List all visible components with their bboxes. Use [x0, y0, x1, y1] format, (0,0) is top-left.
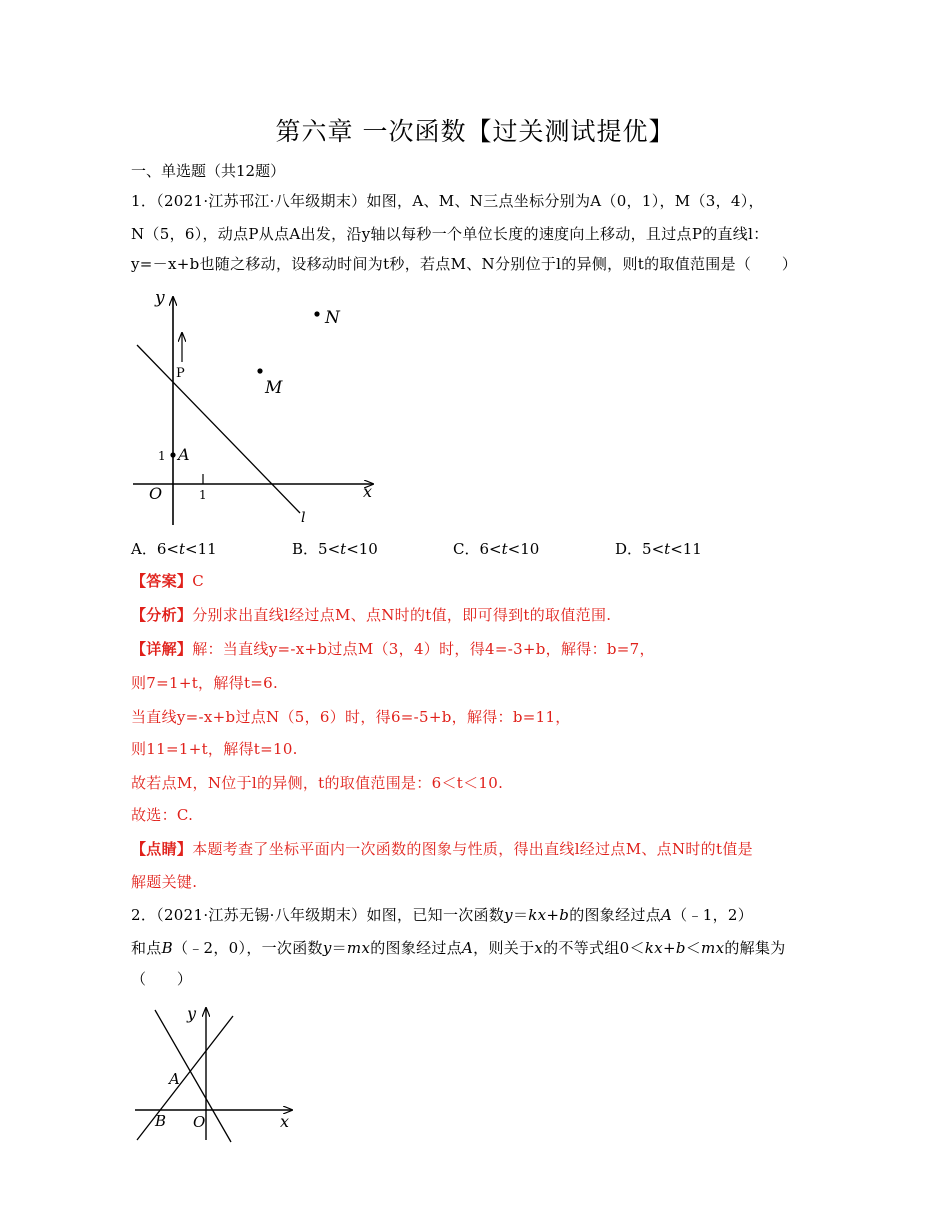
q1-text-line1: 1．（2021·江苏邗江·八年级期末）如图，A、M、N三点坐标分别为A（0，1），M（3，4），	[131, 192, 764, 210]
analysis-line: 【分析】分别求出直线l经过点M、点N时的t值，即可得到t的取值范围.	[131, 606, 612, 624]
label-p: P	[176, 366, 185, 381]
y-axis-label: y	[155, 288, 165, 308]
detail-line6: 故选：C.	[131, 806, 194, 824]
comment-line2: 解题关键.	[131, 873, 198, 891]
q2-text-line3: （ ）	[131, 970, 193, 988]
comment-line1: 【点睛】本题考查了坐标平面内一次函数的图象与性质，得出直线l经过点M、点N时的t值是	[131, 840, 753, 858]
x-axis-label: x	[363, 482, 373, 501]
q1-text-line2: N（5，6），动点P从点A出发，沿y轴以每秒一个单位长度的速度向上移动，且过点P的直线l：	[131, 225, 769, 243]
point-m	[257, 368, 262, 373]
q2-text-line2: 和点B（﹣2，0），一次函数y＝mx的图象经过点A，则关于x的不等式组0＜kx+b＜mx的解集为	[131, 939, 786, 957]
q1-text-line3: y=－x+b也随之移动，设移动时间为t秒，若点M、N分别位于l的异侧，则t的取值范围是（ ）	[131, 255, 798, 273]
option-c[interactable]: C．6<t<10	[453, 540, 540, 558]
q2-figure	[125, 1000, 305, 1150]
detail-line2: 则7=1+t，解得t=6.	[131, 674, 279, 692]
label-l: l	[301, 510, 306, 526]
q1-figure	[125, 285, 385, 530]
detail-line4: 则11=1+t，解得t=10.	[131, 740, 298, 758]
label-n: N	[325, 308, 340, 328]
answer-line: 【答案】C	[131, 572, 204, 590]
option-a[interactable]: A．6<t<11	[131, 540, 217, 558]
q2-y-label: y	[187, 1004, 197, 1023]
detail-line5: 故若点M，N位于l的异侧，t的取值范围是：6＜t＜10.	[131, 774, 504, 792]
y-one-label: 1	[158, 449, 166, 463]
q2-text-line1: 2．（2021·江苏无锡·八年级期末）如图，已知一次函数y＝kx+b的图象经过点A（﹣1，2）	[131, 906, 754, 924]
option-d[interactable]: D．5<t<11	[615, 540, 702, 558]
q2-x-label: x	[280, 1112, 290, 1131]
point-a	[170, 452, 175, 457]
q2-label-b: B	[155, 1112, 167, 1130]
q2-label-a: A	[169, 1070, 180, 1088]
section-heading: 一、单选题（共12题）	[131, 162, 286, 180]
point-n	[314, 311, 319, 316]
x-one-label: 1	[199, 488, 207, 502]
detail-line3: 当直线y=-x+b过点N（5，6）时，得6=-5+b，解得：b=11，	[131, 708, 571, 726]
option-b[interactable]: B．5<t<10	[292, 540, 378, 558]
label-m: M	[265, 378, 283, 398]
q2-label-o: O	[193, 1113, 206, 1131]
detail-line1: 【详解】解：当直线y=-x+b过点M（3，4）时，得4=-3+b，解得：b=7，	[131, 640, 655, 658]
label-a: A	[178, 445, 190, 464]
page-title: 第六章 一次函数【过关测试提优】	[275, 117, 675, 146]
origin-label: O	[149, 484, 163, 503]
